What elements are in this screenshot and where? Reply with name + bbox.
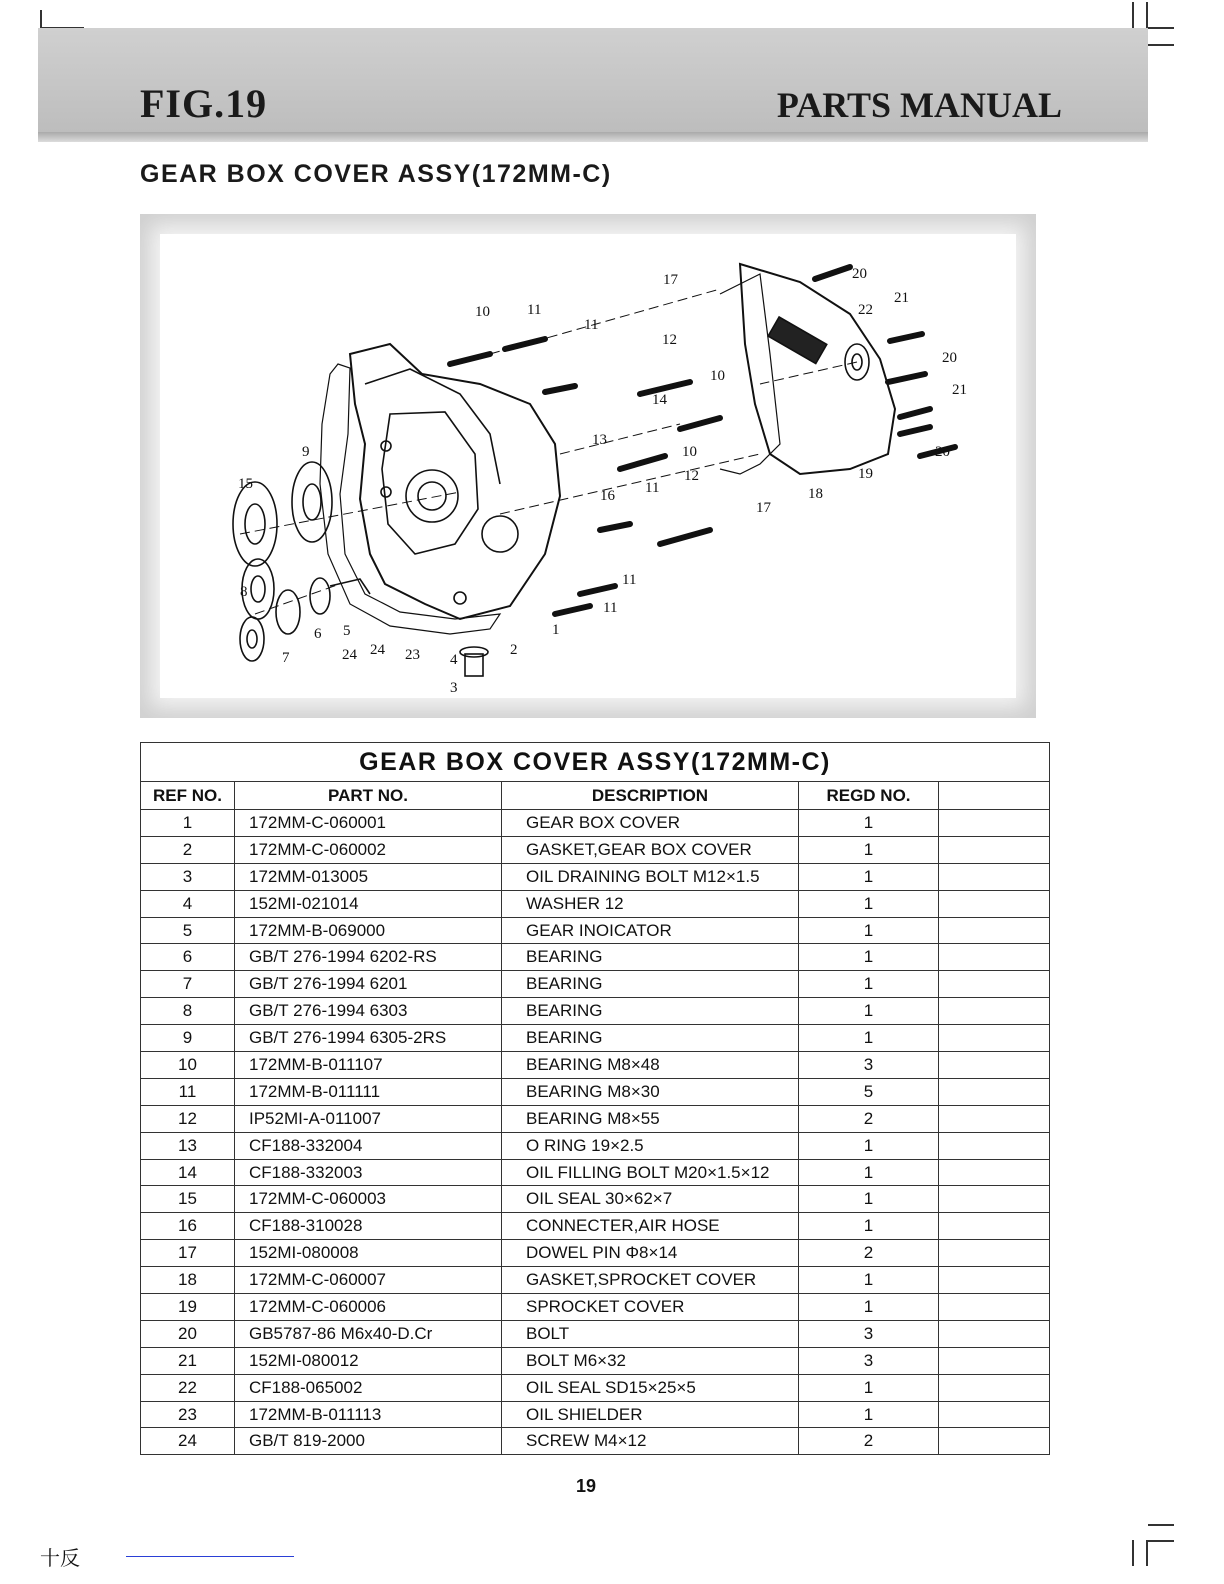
part-number-cell: GB5787-86 M6x40-D.Cr: [235, 1320, 502, 1347]
oil-seal-15-shape: [233, 482, 277, 566]
quantity-cell: 1: [799, 944, 939, 971]
table-row: [141, 1132, 1050, 1159]
callout-17: 17: [756, 500, 771, 516]
ref-cell: 23: [141, 1401, 235, 1428]
quantity-cell: 1: [799, 1159, 939, 1186]
quantity-cell: 1: [799, 1025, 939, 1052]
callout-20: 20: [935, 444, 950, 460]
part-number-cell: 172MM-C-060001: [235, 810, 502, 837]
table-row: [141, 1105, 1050, 1132]
blank-cell: [939, 1186, 1050, 1213]
part-number-cell: 152MI-080012: [235, 1347, 502, 1374]
blank-cell: [939, 1320, 1050, 1347]
callout-21: 21: [952, 382, 967, 398]
table-row: [141, 1240, 1050, 1267]
callout-20: 20: [942, 350, 957, 366]
part-number-cell: 172MM-C-060007: [235, 1267, 502, 1294]
blank-cell: [939, 890, 1050, 917]
description-cell: O RING 19×2.5: [502, 1132, 799, 1159]
bearing-9-shape: [292, 462, 332, 542]
quantity-cell: 2: [799, 1240, 939, 1267]
description-cell: GEAR BOX COVER: [502, 810, 799, 837]
description-cell: BEARING: [502, 1025, 799, 1052]
ref-cell: 6: [141, 944, 235, 971]
crop-mark: [1148, 1524, 1174, 1526]
description-cell: BOLT: [502, 1320, 799, 1347]
blank-cell: [939, 1078, 1050, 1105]
header-desc: DESCRIPTION: [502, 782, 799, 810]
bearing-7-shape: [240, 617, 264, 661]
quantity-cell: 5: [799, 1078, 939, 1105]
table-row: [141, 971, 1050, 998]
callout-6: 6: [314, 626, 322, 642]
blank-cell: [939, 1374, 1050, 1401]
blank-cell: [939, 971, 1050, 998]
table-row: [141, 944, 1050, 971]
part-number-cell: 172MM-C-060003: [235, 1186, 502, 1213]
ref-cell: 8: [141, 998, 235, 1025]
callout-11: 11: [603, 600, 618, 616]
quantity-cell: 1: [799, 1401, 939, 1428]
table-row: [141, 1401, 1050, 1428]
ref-cell: 1: [141, 810, 235, 837]
part-number-cell: 152MI-021014: [235, 890, 502, 917]
quantity-cell: 3: [799, 1320, 939, 1347]
quantity-cell: 1: [799, 1294, 939, 1321]
header-qty: REGD NO.: [799, 782, 939, 810]
callout-7: 7: [282, 650, 290, 666]
header-ref: REF NO.: [141, 782, 235, 810]
blank-cell: [939, 1213, 1050, 1240]
ref-cell: 11: [141, 1078, 235, 1105]
ref-cell: 13: [141, 1132, 235, 1159]
part-number-cell: CF188-065002: [235, 1374, 502, 1401]
callout-4: 4: [450, 652, 458, 668]
part-number-cell: GB/T 276-1994 6305-2RS: [235, 1025, 502, 1052]
gasket-shape: [320, 364, 500, 634]
blank-cell: [939, 836, 1050, 863]
table-row: [141, 1052, 1050, 1079]
crop-mark: [1148, 1540, 1174, 1542]
ref-cell: 21: [141, 1347, 235, 1374]
ref-cell: 10: [141, 1052, 235, 1079]
ref-cell: 19: [141, 1294, 235, 1321]
table-row: [141, 1186, 1050, 1213]
table-row: [141, 1078, 1050, 1105]
quantity-cell: 1: [799, 1213, 939, 1240]
callout-17: 17: [663, 272, 678, 288]
table-row: [141, 998, 1050, 1025]
callout-19: 19: [858, 466, 873, 482]
blank-cell: [939, 810, 1050, 837]
exploded-diagram-frame: [140, 214, 1036, 718]
part-number-cell: GB/T 276-1994 6202-RS: [235, 944, 502, 971]
table-row: [141, 1294, 1050, 1321]
section-title: GEAR BOX COVER ASSY(172MM-C): [140, 160, 612, 188]
quantity-cell: 3: [799, 1052, 939, 1079]
ref-cell: 17: [141, 1240, 235, 1267]
callout-11: 11: [584, 317, 599, 333]
table-row: [141, 1347, 1050, 1374]
description-cell: BEARING: [502, 998, 799, 1025]
parts-table-body: [141, 810, 1050, 1455]
quantity-cell: 1: [799, 1132, 939, 1159]
callout-22: 22: [858, 302, 873, 318]
callout-16: 16: [600, 488, 615, 504]
header-blank: [939, 782, 1050, 810]
table-caption: GEAR BOX COVER ASSY(172MM-C): [141, 743, 1050, 782]
crop-mark: [1146, 2, 1148, 28]
ref-cell: 24: [141, 1428, 235, 1455]
parts-table: [140, 742, 1050, 1455]
table-row: [141, 836, 1050, 863]
ref-cell: 4: [141, 890, 235, 917]
quantity-cell: 1: [799, 1374, 939, 1401]
blank-cell: [939, 1267, 1050, 1294]
blank-cell: [939, 944, 1050, 971]
callout-10: 10: [475, 304, 490, 320]
ref-cell: 15: [141, 1186, 235, 1213]
callout-10: 10: [682, 444, 697, 460]
blank-cell: [939, 863, 1050, 890]
callout-9: 9: [302, 444, 310, 460]
figure-title: FIG.19: [140, 81, 268, 126]
part-number-cell: 172MM-013005: [235, 863, 502, 890]
ref-cell: 22: [141, 1374, 235, 1401]
page-number: 19: [575, 1476, 597, 1496]
table-row: [141, 1428, 1050, 1455]
quantity-cell: 1: [799, 1267, 939, 1294]
callout-5: 5: [343, 623, 351, 639]
blank-cell: [939, 1159, 1050, 1186]
table-row: [141, 1374, 1050, 1401]
callout-11: 11: [527, 302, 542, 318]
footer-glyph: 十反: [40, 1548, 80, 1570]
description-cell: OIL SHIELDER: [502, 1401, 799, 1428]
blank-cell: [939, 1401, 1050, 1428]
table-header-row: [141, 782, 1050, 810]
gear-indicator-shape: [310, 578, 330, 614]
description-cell: BEARING M8×30: [502, 1078, 799, 1105]
description-cell: GASKET,GEAR BOX COVER: [502, 836, 799, 863]
crop-mark: [1146, 1540, 1148, 1566]
blank-cell: [939, 1025, 1050, 1052]
description-cell: BEARING M8×55: [502, 1105, 799, 1132]
ref-cell: 14: [141, 1159, 235, 1186]
callout-12: 12: [662, 332, 677, 348]
callout-8: 8: [240, 584, 248, 600]
part-number-cell: 172MM-C-060002: [235, 836, 502, 863]
part-number-cell: CF188-332004: [235, 1132, 502, 1159]
header-part: PART NO.: [235, 782, 502, 810]
blank-cell: [939, 1105, 1050, 1132]
part-number-cell: 172MM-B-011111: [235, 1078, 502, 1105]
quantity-cell: 2: [799, 1105, 939, 1132]
callout-24: 24: [342, 647, 357, 663]
part-number-cell: IP52MI-A-011007: [235, 1105, 502, 1132]
callout-14: 14: [652, 392, 667, 408]
description-cell: BOLT M6×32: [502, 1347, 799, 1374]
callout-15: 15: [238, 476, 253, 492]
header-rule: [38, 132, 1148, 142]
table-row: [141, 917, 1050, 944]
ref-cell: 20: [141, 1320, 235, 1347]
quantity-cell: 1: [799, 836, 939, 863]
quantity-cell: 1: [799, 998, 939, 1025]
table-row: [141, 1159, 1050, 1186]
description-cell: SPROCKET COVER: [502, 1294, 799, 1321]
description-cell: OIL SEAL 30×62×7: [502, 1186, 799, 1213]
part-number-cell: 172MM-B-069000: [235, 917, 502, 944]
quantity-cell: 1: [799, 971, 939, 998]
description-cell: GASKET,SPROCKET COVER: [502, 1267, 799, 1294]
description-cell: OIL FILLING BOLT M20×1.5×12: [502, 1159, 799, 1186]
blank-cell: [939, 998, 1050, 1025]
exploded-view-drawing: [160, 234, 1016, 698]
table-row: [141, 863, 1050, 890]
callout-2: 2: [510, 642, 518, 658]
ref-cell: 9: [141, 1025, 235, 1052]
description-cell: DOWEL PIN Φ8×14: [502, 1240, 799, 1267]
callout-10: 10: [710, 368, 725, 384]
callout-13: 13: [592, 432, 607, 448]
quantity-cell: 1: [799, 917, 939, 944]
quantity-cell: 1: [799, 863, 939, 890]
footer-underline: [126, 1556, 294, 1557]
part-number-cell: GB/T 276-1994 6201: [235, 971, 502, 998]
gear-box-cover-shape: [350, 344, 560, 619]
description-cell: BEARING: [502, 944, 799, 971]
blank-cell: [939, 1052, 1050, 1079]
table-row: [141, 1213, 1050, 1240]
table-row: [141, 810, 1050, 837]
ref-cell: 18: [141, 1267, 235, 1294]
callout-20: 20: [852, 266, 867, 282]
quantity-cell: 1: [799, 1186, 939, 1213]
part-number-cell: CF188-332003: [235, 1159, 502, 1186]
part-number-cell: 172MM-C-060006: [235, 1294, 502, 1321]
table-row: [141, 1320, 1050, 1347]
description-cell: BEARING: [502, 971, 799, 998]
quantity-cell: 2: [799, 1428, 939, 1455]
ref-cell: 7: [141, 971, 235, 998]
description-cell: GEAR INOICATOR: [502, 917, 799, 944]
part-number-cell: GB/T 276-1994 6303: [235, 998, 502, 1025]
crop-mark: [1148, 44, 1174, 46]
part-number-cell: GB/T 819-2000: [235, 1428, 502, 1455]
blank-cell: [939, 1294, 1050, 1321]
blank-cell: [939, 1240, 1050, 1267]
ref-cell: 3: [141, 863, 235, 890]
part-number-cell: 152MI-080008: [235, 1240, 502, 1267]
callout-23: 23: [405, 647, 420, 663]
ref-cell: 12: [141, 1105, 235, 1132]
description-cell: SCREW M4×12: [502, 1428, 799, 1455]
bearing-6-shape: [276, 590, 300, 634]
ref-cell: 5: [141, 917, 235, 944]
crop-mark: [40, 10, 42, 28]
blank-cell: [939, 1132, 1050, 1159]
table-row: [141, 1267, 1050, 1294]
callout-1: 1: [552, 622, 560, 638]
crop-mark: [1148, 27, 1174, 29]
description-cell: OIL DRAINING BOLT M12×1.5: [502, 863, 799, 890]
callout-11: 11: [622, 572, 637, 588]
blank-cell: [939, 1428, 1050, 1455]
callout-11: 11: [645, 480, 660, 496]
quantity-cell: 1: [799, 810, 939, 837]
description-cell: CONNECTER,AIR HOSE: [502, 1213, 799, 1240]
blank-cell: [939, 917, 1050, 944]
crop-mark: [1132, 1540, 1134, 1566]
quantity-cell: 3: [799, 1347, 939, 1374]
part-number-cell: CF188-310028: [235, 1213, 502, 1240]
description-cell: OIL SEAL SD15×25×5: [502, 1374, 799, 1401]
table-row: [141, 890, 1050, 917]
crop-mark: [1132, 2, 1134, 28]
blank-cell: [939, 1347, 1050, 1374]
description-cell: BEARING M8×48: [502, 1052, 799, 1079]
ref-cell: 2: [141, 836, 235, 863]
callout-12: 12: [684, 468, 699, 484]
part-number-cell: 172MM-B-011107: [235, 1052, 502, 1079]
quantity-cell: 1: [799, 890, 939, 917]
table-row: [141, 1025, 1050, 1052]
exploded-diagram: [160, 234, 1016, 698]
description-cell: WASHER 12: [502, 890, 799, 917]
callout-24: 24: [370, 642, 385, 658]
manual-title: PARTS MANUAL: [776, 85, 1062, 125]
part-number-cell: 172MM-B-011113: [235, 1401, 502, 1428]
callout-21: 21: [894, 290, 909, 306]
callout-3: 3: [450, 680, 458, 696]
callout-18: 18: [808, 486, 823, 502]
ref-cell: 16: [141, 1213, 235, 1240]
